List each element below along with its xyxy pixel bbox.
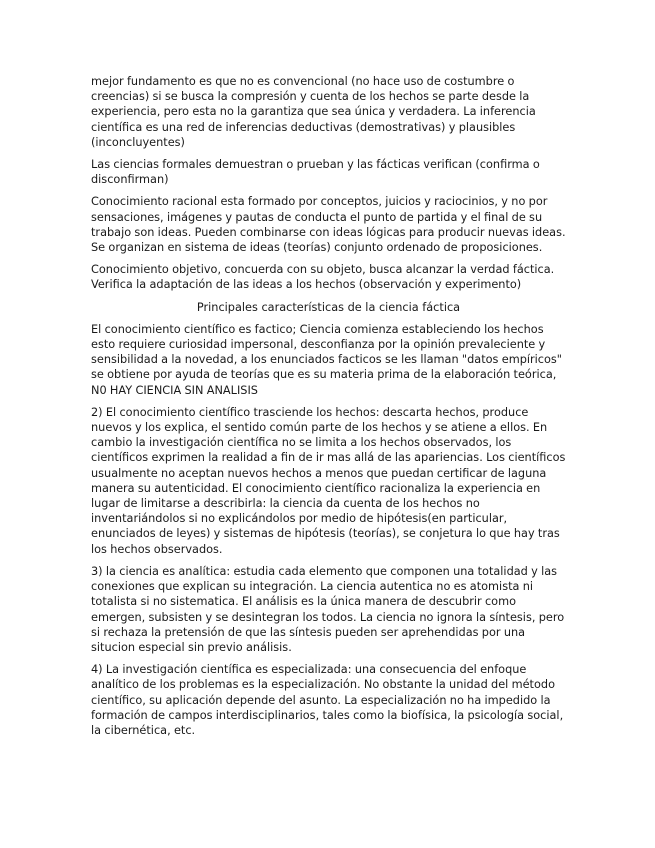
paragraph-analitica: 3) la ciencia es analítica: estudia cada elemento que componen una totalidad y las conexiones que explican su integración. La ciencia autentica no es atomista ni totalista si no sistematica. El análisis es la única manera de descubrir como emergen, subsisten y se desintegran los todos. La ciencia no ignora la síntesis, pero si rechaza la pretensión de que las síntesis pueden ser aprehendidas por una situcion especial sin previo análisis.: [91, 564, 565, 654]
section-heading: Principales características de la ciencia fáctica: [196, 300, 461, 314]
paragraph-inferencia: mejor fundamento es que no es convencional (no hace uso de costumbre o creencias) si se busca la compresión y cuenta de los hechos se parte desde la experiencia, pero esta no la garantiza que sea única y verdadera. La inferencia científica es una red de inferencias deductivas (demostrativas) y plausibles (inconcluyentes): [91, 75, 536, 149]
paragraph-conocimiento-objetivo: Conocimiento objetivo, concuerda con su objeto, busca alcanzar la verdad fáctica. Verifica la adaptación de las ideas a los hechos (observación y experimento): [91, 263, 555, 292]
paragraph-factico: El conocimiento científico es factico; Ciencia comienza estableciendo los hechos esto requiere curiosidad impersonal, desconfianza por la opinión prevaleciente y sensibilidad a la novedad, a los enunciados facticos se les llaman "datos empíricos" se obtiene por ayuda de teorías que es su materia prima de la elaboración teórica, N0 HAY CIENCIA SIN ANALISIS: [91, 322, 562, 397]
paragraph-conocimiento-racional: Conocimiento racional esta formado por conceptos, juicios y raciocinios, y no por sensaciones, imágenes y pautas de conducta el punto de partida y el final de su trabajo son ideas. Pueden combinarse con ideas lógicas para producir nuevas ideas. Se organizan en sistema de ideas (teorías) conjunto ordenado de proposiciones.: [91, 195, 566, 255]
document-page: [91, 74, 566, 745]
paragraph-especializada: 4) La investigación científica es especializada: una consecuencia del enfoque analítico de los problemas es la especialización. No obstante la unidad del método científico, su aplicación depende del asunto. La especialización no ha impedido la formación de campos interdisciplinarios, tales como la biofísica, la psicología social, la cibernética, etc.: [91, 663, 564, 737]
paragraph-ciencias-formales: Las ciencias formales demuestran o prueban y las fácticas verifican (confirma o disconfirman): [91, 158, 540, 187]
paragraph-trasciende-hechos: 2) El conocimiento científico trasciende los hechos: descarta hechos, produce nuevos y los explica, el sentido común parte de los hechos y se atiene a ellos. En cambio la investigación científica no se limita a los hechos observados, los científicos exprimen la realidad a fin de ir mas allá de las apariencias. Los científicos usualmente no aceptan nuevos hechos a menos que puedan certificar de laguna manera su autenticidad. El conocimiento científico racionaliza la experiencia en lugar de limitarse a describirla: la ciencia da cuenta de los hechos no inventariándolos si no explicándolos por medio de hipótesis(en particular, enunciados de leyes) y sistemas de hipótesis (teorías), se conjetura lo que hay tras los hechos observados.: [91, 405, 566, 556]
